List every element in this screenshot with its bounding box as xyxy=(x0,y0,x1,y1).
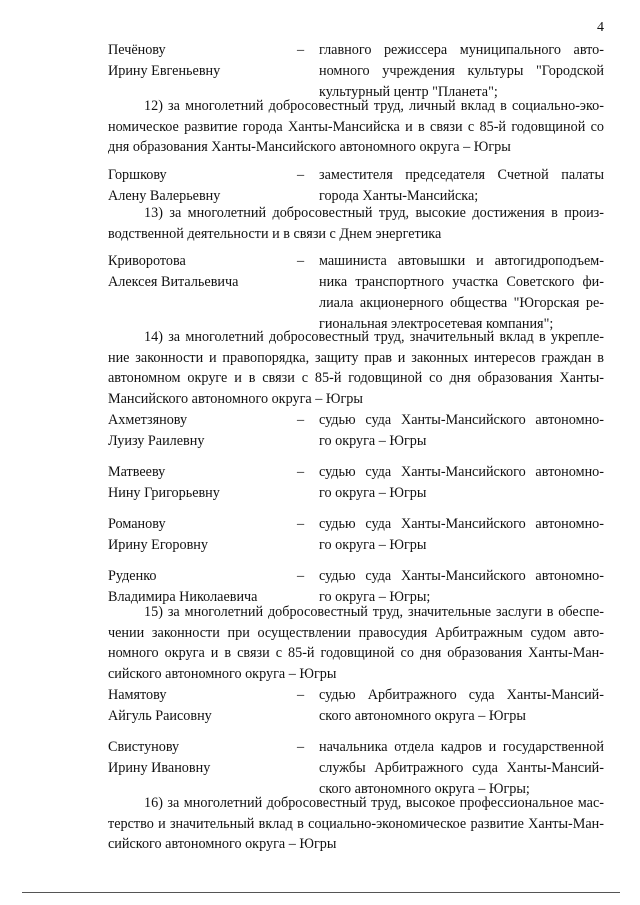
position-description: го округа – Югры xyxy=(319,537,427,553)
paragraph-line: 15) за многолетний добросовестный труд, значительные заслуги в обеспе- xyxy=(144,604,604,620)
position-description: го округа – Югры xyxy=(319,485,427,501)
person-name: Нину Григорьевну xyxy=(108,485,220,501)
award-paragraph xyxy=(108,327,604,409)
person-name: Романову xyxy=(108,516,166,532)
person-name: Намятову xyxy=(108,687,167,703)
award-entry xyxy=(108,462,604,504)
paragraph-line: номическое развитие города Ханты-Мансийска и в связи с 85-й годовщиной со xyxy=(108,118,604,135)
position-description: культурный центр "Планета"; xyxy=(319,84,498,100)
position-description: судью суда Ханты-Мансийского автономно- xyxy=(319,464,604,480)
position-description: судью суда Ханты-Мансийского автономно- xyxy=(319,516,604,532)
page-number: 4 xyxy=(597,20,604,35)
position-description: ника транспортного участка Советского фи- xyxy=(319,274,604,290)
person-name: Свистунову xyxy=(108,739,180,755)
position-description: номного учреждения культуры "Городской xyxy=(319,63,604,79)
person-name: Ирину Ивановну xyxy=(108,760,211,776)
award-entry xyxy=(108,737,604,800)
award-entry xyxy=(108,40,604,103)
position-description: судью суда Ханты-Мансийского автономно- xyxy=(319,412,604,428)
position-description: заместителя председателя Счетной палаты xyxy=(319,167,604,183)
person-name: Ирину Евгеньевну xyxy=(108,63,221,79)
position-description: го округа – Югры; xyxy=(319,589,431,605)
paragraph-line: 12) за многолетний добросовестный труд, личный вклад в социально-эко- xyxy=(144,98,604,114)
person-name: Алену Валерьевну xyxy=(108,188,221,204)
person-name: Горшкову xyxy=(108,167,167,183)
person-name: Луизу Раилевну xyxy=(108,433,205,449)
person-name: Руденко xyxy=(108,568,157,584)
person-name: Алексея Витальевича xyxy=(108,274,239,290)
person-name: Владимира Николаевича xyxy=(108,589,258,605)
entry-dash: – xyxy=(297,42,305,58)
person-name: Криворотова xyxy=(108,253,186,269)
position-description: главного режиссера муниципального авто- xyxy=(319,42,604,58)
person-name: Печёнову xyxy=(108,42,166,58)
entry-dash: – xyxy=(297,568,305,584)
person-name: Матвееву xyxy=(108,464,166,480)
entry-dash: – xyxy=(297,687,305,703)
position-description: города Ханты-Мансийска; xyxy=(319,188,479,204)
paragraph-line: сийского автономного округа – Югры xyxy=(108,836,337,852)
page-bottom-rule xyxy=(22,892,620,893)
position-description: судью Арбитражного суда Ханты-Мансий- xyxy=(319,687,604,703)
paragraph-line: сийского автономного округа – Югры xyxy=(108,665,337,682)
entry-dash: – xyxy=(297,464,305,480)
paragraph-line: водственной деятельности и в связи с Днем энергетика xyxy=(108,225,442,242)
person-name: Ахметзянову xyxy=(108,412,188,428)
award-paragraph xyxy=(108,96,604,158)
entry-dash: – xyxy=(297,253,305,269)
award-entry xyxy=(108,410,604,452)
paragraph-line: 16) за многолетний добросовестный труд, высокое профессиональное мас- xyxy=(144,795,604,811)
paragraph-line: 14) за многолетний добросовестный труд, значительный вклад в укрепле- xyxy=(144,329,604,345)
award-entry xyxy=(108,685,604,727)
person-name: Ирину Егоровну xyxy=(108,537,208,553)
paragraph-line: автономном округе и в связи с 85-й годовщиной со дня образования Ханты- xyxy=(108,370,604,386)
entry-dash: – xyxy=(297,516,305,532)
position-description: машиниста автовышки и автогидроподъем- xyxy=(319,253,604,269)
paragraph-line: ние законности и правопорядка, защиту прав и законных интересов граждан в xyxy=(108,349,604,366)
person-name: Айгуль Раисовну xyxy=(108,708,212,724)
position-description: лиала акционерного общества "Югорская ре- xyxy=(319,295,604,311)
position-description: гиональная электросетевая компания"; xyxy=(319,316,554,332)
entry-dash: – xyxy=(297,167,305,183)
paragraph-line: 13) за многолетний добросовестный труд, высокие достижения в произ- xyxy=(144,205,604,221)
award-paragraph xyxy=(108,602,604,684)
position-description: ского автономного округа – Югры; xyxy=(319,781,530,797)
award-paragraph xyxy=(108,203,604,244)
position-description: начальника отдела кадров и государственной xyxy=(319,739,604,755)
entry-dash: – xyxy=(297,739,305,755)
paragraph-line: номного округа и в связи с 85-й годовщиной со дня образования Ханты-Ман- xyxy=(108,645,604,661)
position-description: службы Арбитражного суда Ханты-Мансий- xyxy=(319,760,604,776)
position-description: ского автономного округа – Югры xyxy=(319,708,526,724)
award-entry xyxy=(108,251,604,335)
award-entry xyxy=(108,514,604,556)
paragraph-line: чении законности при осуществлении правосудия Арбитражным судом авто- xyxy=(108,624,604,641)
award-paragraph xyxy=(108,793,604,855)
paragraph-line: терство и значительный вклад в социально-экономическое развитие Ханты-Ман- xyxy=(108,815,604,832)
award-entry xyxy=(108,165,604,207)
position-description: судью суда Ханты-Мансийского автономно- xyxy=(319,568,604,584)
entry-dash: – xyxy=(297,412,305,428)
position-description: го округа – Югры xyxy=(319,433,427,449)
paragraph-line: Мансийского автономного округа – Югры xyxy=(108,390,363,407)
paragraph-line: дня образования Ханты-Мансийского автономного округа – Югры xyxy=(108,139,511,155)
